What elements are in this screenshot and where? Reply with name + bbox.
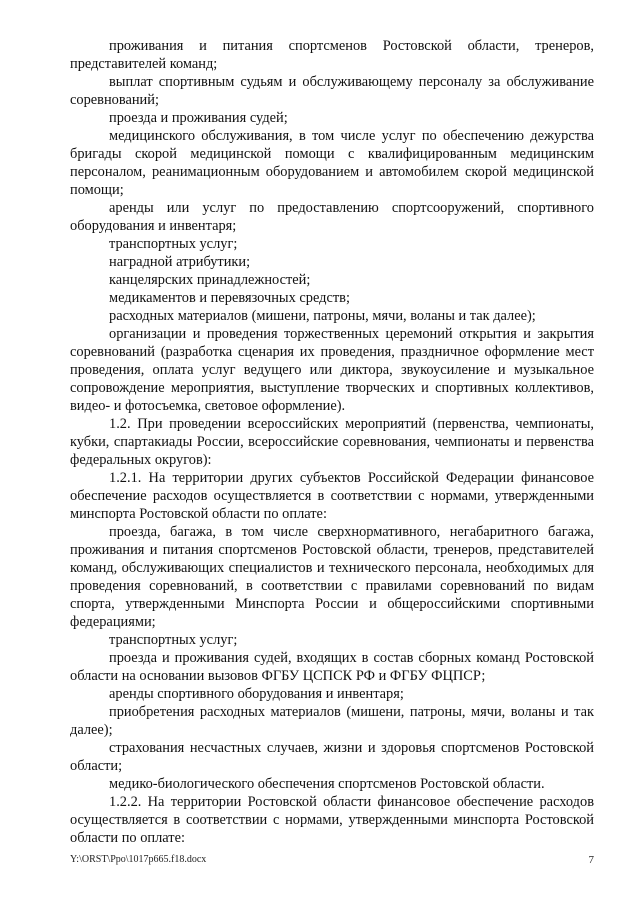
paragraph: аренды или услуг по предоставлению спортсооружений, спортивного оборудования и инвентаря; xyxy=(70,200,594,234)
paragraph: аренды спортивного оборудования и инвентаря; xyxy=(109,686,404,702)
document-body xyxy=(70,37,594,847)
paragraph: организации и проведения торжественных церемоний открытия и закрытия соревнований (разработка сценария их проведения, праздничное оформление мест проведения, оплата услуг ведущего или диктора, звукоусиление и музыкальное сопровождение мероприятия, выступление творческих и спортивных коллективов, видео- и фотосъемка, световое оформление). xyxy=(70,326,594,414)
paragraph: выплат спортивным судьям и обслуживающему персоналу за обслуживание соревнований; xyxy=(70,74,594,108)
paragraph: проживания и питания спортсменов Ростовской области, тренеров, представителей команд; xyxy=(70,38,594,72)
paragraph: медико-биологического обеспечения спортсменов Ростовской области. xyxy=(109,776,545,792)
paragraph: медицинского обслуживания, в том числе услуг по обеспечению дежурства бригады скорой медицинской помощи с квалифицированным медицинским персоналом, реанимационным оборудованием и автомобилем скорой медицинской помощи; xyxy=(70,128,594,198)
paragraph: транспортных услуг; xyxy=(109,632,238,648)
paragraph: канцелярских принадлежностей; xyxy=(109,272,311,288)
paragraph: страхования несчастных случаев, жизни и здоровья спортсменов Ростовской области; xyxy=(70,740,594,774)
footer-file-path: Y:\ORST\Ppo\1017p665.f18.docx xyxy=(70,854,207,865)
paragraph: приобретения расходных материалов (мишени, патроны, мячи, воланы и так далее); xyxy=(70,704,594,738)
section-heading-1-2: 1.2. При проведении всероссийских мероприятий (первенства, чемпионаты, кубки, спартакиады России, всероссийские соревнования, чемпионаты и первенства федеральных округов): xyxy=(70,416,594,468)
paragraph: медикаментов и перевязочных средств; xyxy=(109,290,350,306)
paragraph: проезда и проживания судей, входящих в состав сборных команд Ростовской области на основании вызовов ФГБУ ЦСПСК РФ и ФГБУ ФЦПСР; xyxy=(70,650,594,684)
paragraph: проезда, багажа, в том числе сверхнормативного, негабаритного багажа, проживания и питания спортсменов Ростовской области, тренеров, представителей команд, обслуживающих специалистов и технического персонала, необходимых для проведения соревнований, в соответствии с правилами соревнований по видам спорта, утвержденными Минспорта России и общероссийскими спортивными федерациями; xyxy=(70,524,594,630)
paragraph: транспортных услуг; xyxy=(109,236,238,252)
section-heading-1-2-1: 1.2.1. На территории других субъектов Российской Федерации финансовое обеспечение расходов осуществляется в соответствии с нормами, утвержденными минспорта Ростовской области по оплате: xyxy=(70,470,594,522)
paragraph: наградной атрибутики; xyxy=(109,254,251,270)
page-number: 7 xyxy=(588,854,594,866)
section-heading-1-2-2: 1.2.2. На территории Ростовской области финансовое обеспечение расходов осуществляется в соответствии с нормами, утвержденными минспорта Ростовской области по оплате: xyxy=(70,794,594,846)
paragraph: расходных материалов (мишени, патроны, мячи, воланы и так далее); xyxy=(109,308,536,324)
paragraph: проезда и проживания судей; xyxy=(109,110,288,126)
